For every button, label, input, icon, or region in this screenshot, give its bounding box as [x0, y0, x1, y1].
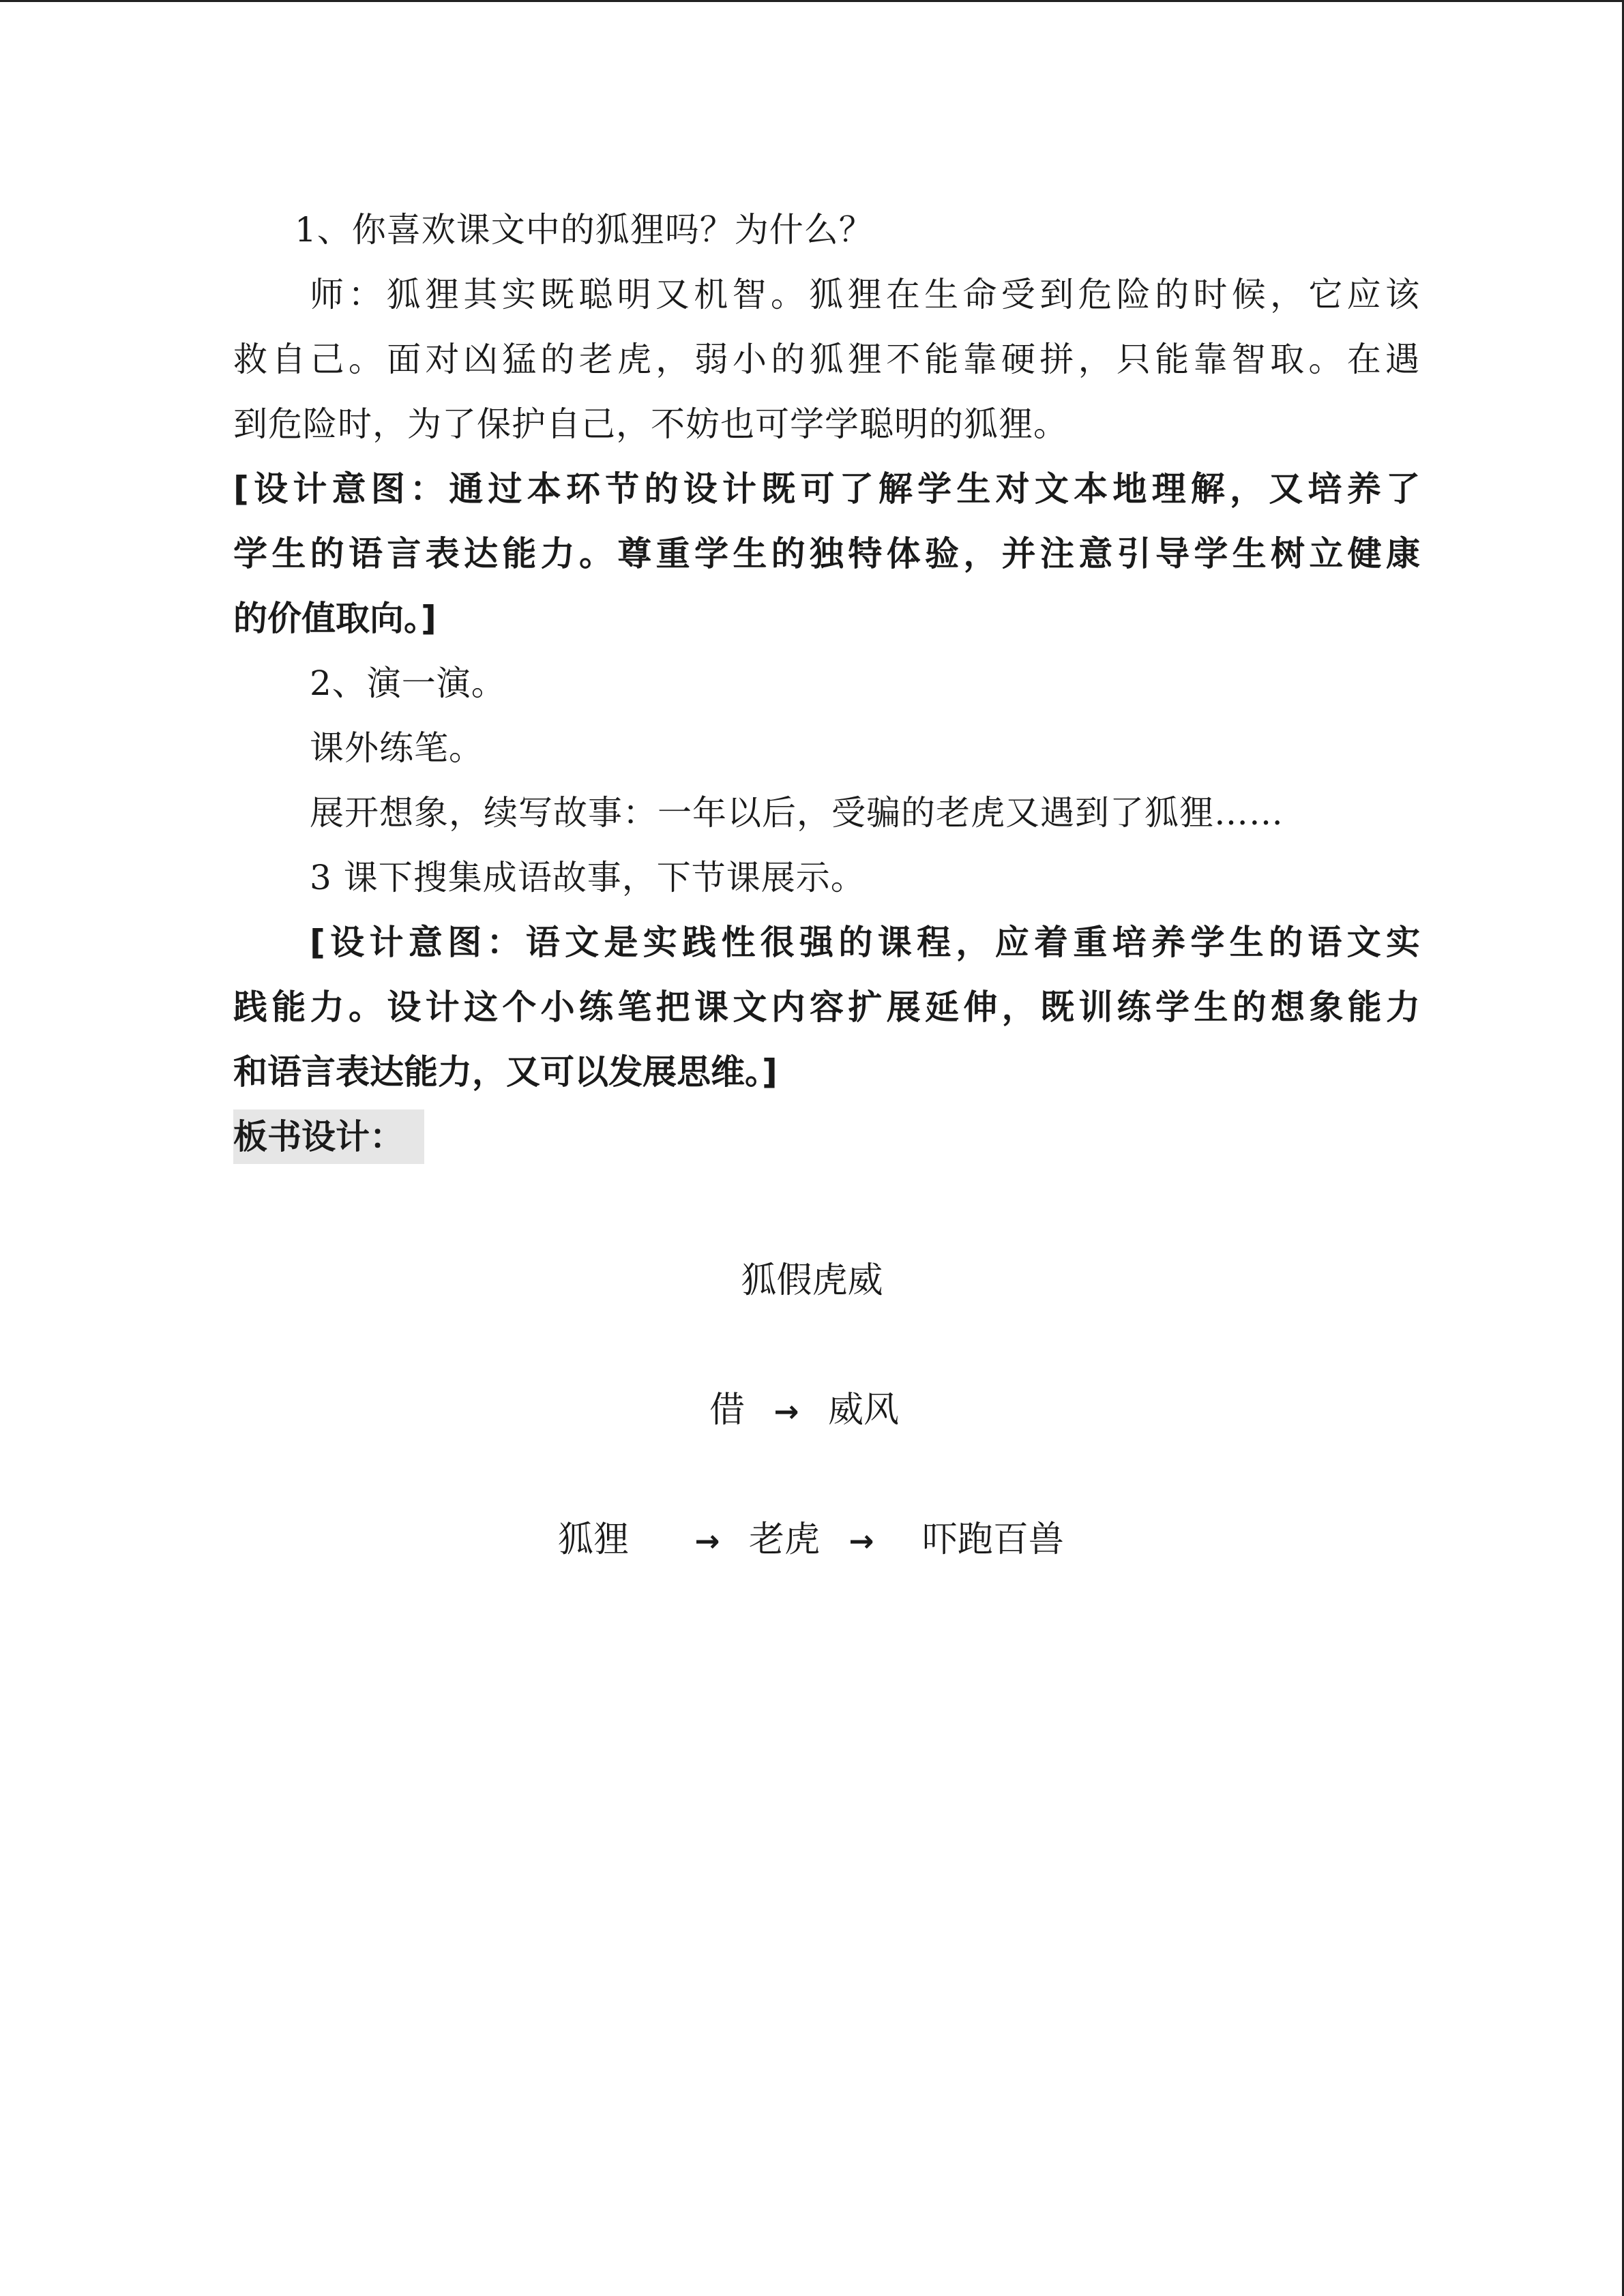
teacher-text-line-2: 救自己。面对凶猛的老虎，弱小的狐狸不能靠硬拼，只能靠智取。在遇 [233, 340, 1420, 379]
design-intent-1-line-2: 学生的语言表达能力。尊重学生的独特体验，并注意引导学生树立健康 [233, 534, 1420, 573]
design-intent-1-line-1: [设计意图：通过本环节的设计既可了解学生对文本地理解，又培养了 [233, 469, 1420, 509]
document-body [233, 198, 1420, 1169]
board-title: 狐假虎威 [741, 1260, 883, 1301]
arrow-icon: → [773, 1395, 799, 1429]
board-design-heading-row [233, 1105, 1420, 1169]
teacher-text-line-1: 师：狐狸其实既聪明又机智。狐狸在生命受到危险的时候，它应该 [310, 275, 1420, 314]
board-prestige: 威风 [827, 1390, 899, 1431]
design-intent-2-line-1: [设计意图：语文是实践性很强的课程，应着重培养学生的语文实 [310, 923, 1420, 962]
board-design-heading: 板书设计： [233, 1109, 424, 1164]
board-fox: 狐狸 [558, 1519, 630, 1560]
design-intent-2-line-2: 践能力。设计这个小练笔把课文内容扩展延伸，既训练学生的想象能力 [233, 987, 1420, 1027]
design-intent-1-line-3: 的价值取向。] [233, 599, 437, 638]
board-row-3 [558, 1512, 1064, 1569]
teacher-text-line-3: 到危险时，为了保护自己，不妨也可学学聪明的狐狸。 [233, 404, 1068, 444]
arrow-icon: → [694, 1524, 720, 1559]
page-border-top [0, 0, 1624, 2]
board-borrow: 借 [709, 1390, 745, 1431]
question-3: 3 课下搜集成语故事，下节课展示。 [310, 858, 866, 897]
practice-heading: 课外练笔。 [310, 728, 484, 768]
question-2: 2、演一演。 [310, 664, 506, 703]
question-1: 1、你喜欢课文中的狐狸吗？为什么？ [295, 210, 874, 250]
board-row-2 [709, 1383, 899, 1440]
board-scare-animals: 吓跑百兽 [921, 1519, 1064, 1560]
imagine-text: 展开想象，续写故事：一年以后，受骗的老虎又遇到了狐狸…… [310, 793, 1284, 833]
board-tiger: 老虎 [748, 1519, 820, 1560]
arrow-icon: → [848, 1524, 874, 1559]
design-intent-2-line-3: 和语言表达能力，又可以发展思维。] [233, 1052, 778, 1092]
